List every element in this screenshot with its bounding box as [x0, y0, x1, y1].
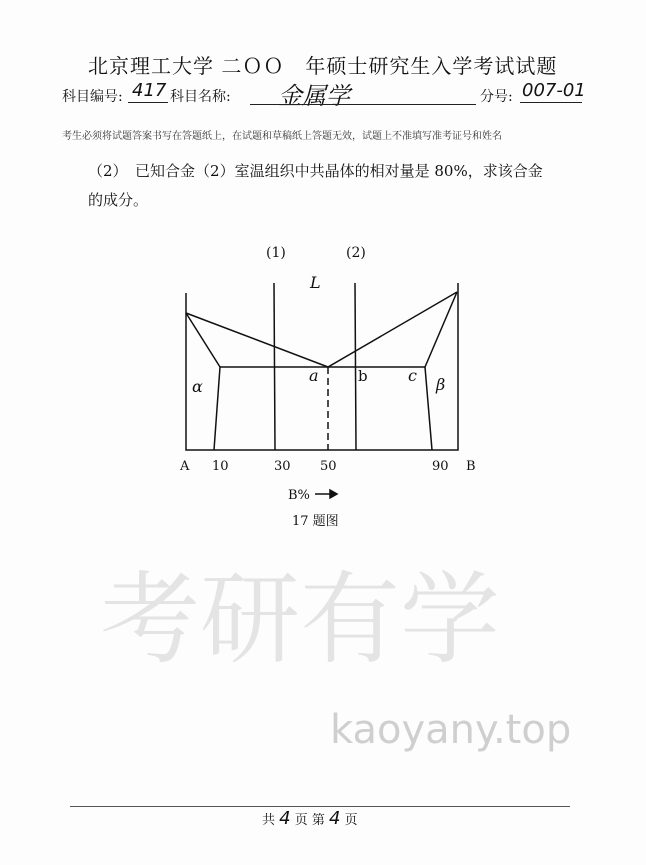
part-number: 007-01: [522, 80, 586, 101]
subject-name-label: 科目名称:: [170, 89, 231, 105]
label-line-2: (2): [346, 245, 366, 261]
liquidus-line: [186, 292, 457, 367]
tick-30: 30: [274, 459, 291, 474]
question-line-1: （2） 已知合金（2）室温组织中共晶体的相对量是 80%，求该合金: [88, 162, 543, 180]
arrow-head: [330, 490, 337, 498]
label-beta: β: [436, 375, 446, 394]
watermark-chars: 考研有学: [100, 561, 500, 678]
label-a: a: [309, 366, 319, 385]
tick-A: A: [180, 459, 190, 474]
tick-10: 10: [212, 459, 229, 474]
alloy-line-1: [274, 283, 275, 450]
page-footer: [262, 808, 358, 829]
footer-page-text: 页 第: [294, 813, 325, 828]
subject-name: 金属学: [278, 82, 350, 110]
label-c: c: [408, 366, 417, 385]
footer-end-text: 页: [344, 813, 358, 828]
exam-notice: 考生必须将试题答案书写在答题纸上，在试题和草稿纸上答题无效，试题上不准填写准考证号和姓名: [62, 131, 502, 142]
alpha-solvus: [214, 367, 220, 450]
beta-solvus: [425, 367, 432, 450]
subject-code-label: 科目编号:: [62, 89, 123, 105]
watermark-site: kaoyany.top: [330, 707, 572, 753]
tick-B: B: [466, 459, 476, 474]
footer-total-text: 共: [262, 813, 276, 828]
alloy-line-2: [355, 283, 356, 450]
alpha-liquidus-solidus: [186, 313, 220, 367]
question-line-2: 的成分。: [88, 191, 149, 209]
label-alpha: α: [192, 377, 203, 396]
tick-90: 90: [432, 459, 449, 474]
label-b: b: [358, 367, 368, 385]
tick-50: 50: [320, 459, 337, 474]
label-line-1: (1): [266, 245, 286, 261]
footer-page: 4: [329, 808, 341, 829]
figure-caption: 17 题图: [292, 514, 339, 529]
x-axis-label: B%: [288, 488, 310, 503]
footer-total: 4: [279, 808, 291, 829]
label-liquid: L: [310, 273, 321, 292]
exam-title: 北京理工大学 二ＯＯ 年硕士研究生入学考试试题: [88, 54, 558, 78]
beta-solidus: [425, 292, 457, 367]
part-label: 分号:: [480, 89, 513, 105]
subject-code: 417: [132, 80, 167, 101]
